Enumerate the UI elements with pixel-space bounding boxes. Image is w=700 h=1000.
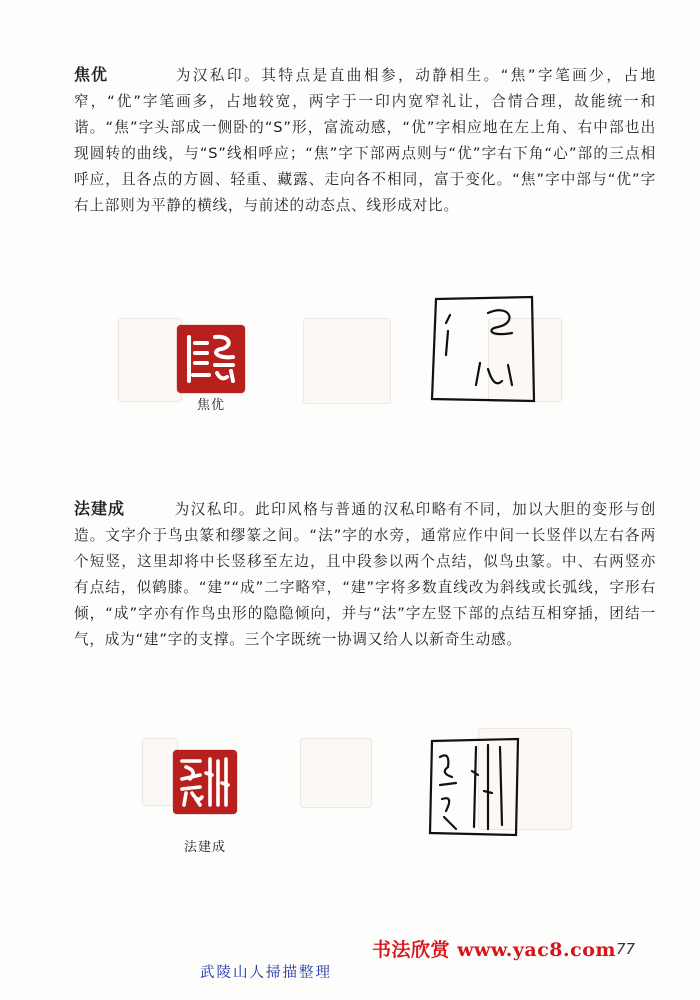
seal-impression-jiaoyou: [177, 325, 245, 393]
seal-caption: 焦优: [196, 398, 225, 413]
watermark-brand: 书法欣赏 www.yac8.com: [372, 939, 616, 961]
scanner-credit: 武陵山人掃描整理: [200, 965, 332, 981]
seal-impression-fajiancheng: [173, 750, 237, 814]
page-number: 77: [616, 940, 636, 958]
seal-glyphs: [181, 329, 241, 389]
section-paragraph: [74, 62, 656, 219]
section-jiaoyou: [74, 62, 656, 219]
seal-caption: 法建成: [183, 840, 226, 855]
section-body: 为汉私印。此印风格与普通的汉私印略有不同，加以大胆的变形与创造。文字介于鸟虫篆和缪篆之间。“法”字的水旁，通常应作中间一长竖伴以左右各两个短竖，这里却将中长竖移至左边，且中段参以两个点结，似鸟虫篆。中、右两竖亦有点结，似鹤膝。“建”“成”二字略窄，“建”字将多数直线改为斜线或长弧线，字形右倾，“成”字亦有作鸟虫形的隐隐倾向，并与“法”字左竖下部的点结互相穿插，团结一气，成为“建”字的支撑。三个字既统一协调又给人以新奇生动感。: [74, 501, 656, 648]
bleed-through-seal: [303, 318, 391, 404]
section-title: 法建成: [74, 499, 126, 518]
section-paragraph: [74, 496, 656, 653]
section-body: 为汉私印。其特点是直曲相参，动静相生。“焦”字笔画少，占地窄，“优”字笔画多，占地较宽，两字于一印内宽窄礼让，合情合理，故能统一和谐。“焦”字头部成一侧卧的“S”形，富流动感，“优”字相应地在左上角、右中部也出现圆转的曲线，与“S”线相呼应；“焦”字下部两点则与“优”字右下角“心”部的三点相呼应，且各点的方圆、轻重、藏露、走向各不相同，富于变化。“焦”字中部与“优”字右上部则为平静的横线，与前述的动态点、线形成对比。: [74, 67, 656, 214]
section-fajiancheng: [74, 496, 656, 653]
section-title: 焦优: [74, 65, 109, 84]
seal-line-sketch-jiaoyou: [428, 293, 538, 405]
bleed-through-seal: [118, 318, 182, 402]
bleed-through-seal: [300, 738, 372, 808]
seal-line-sketch-fajiancheng: [428, 737, 520, 837]
seal-glyphs: [176, 753, 234, 811]
